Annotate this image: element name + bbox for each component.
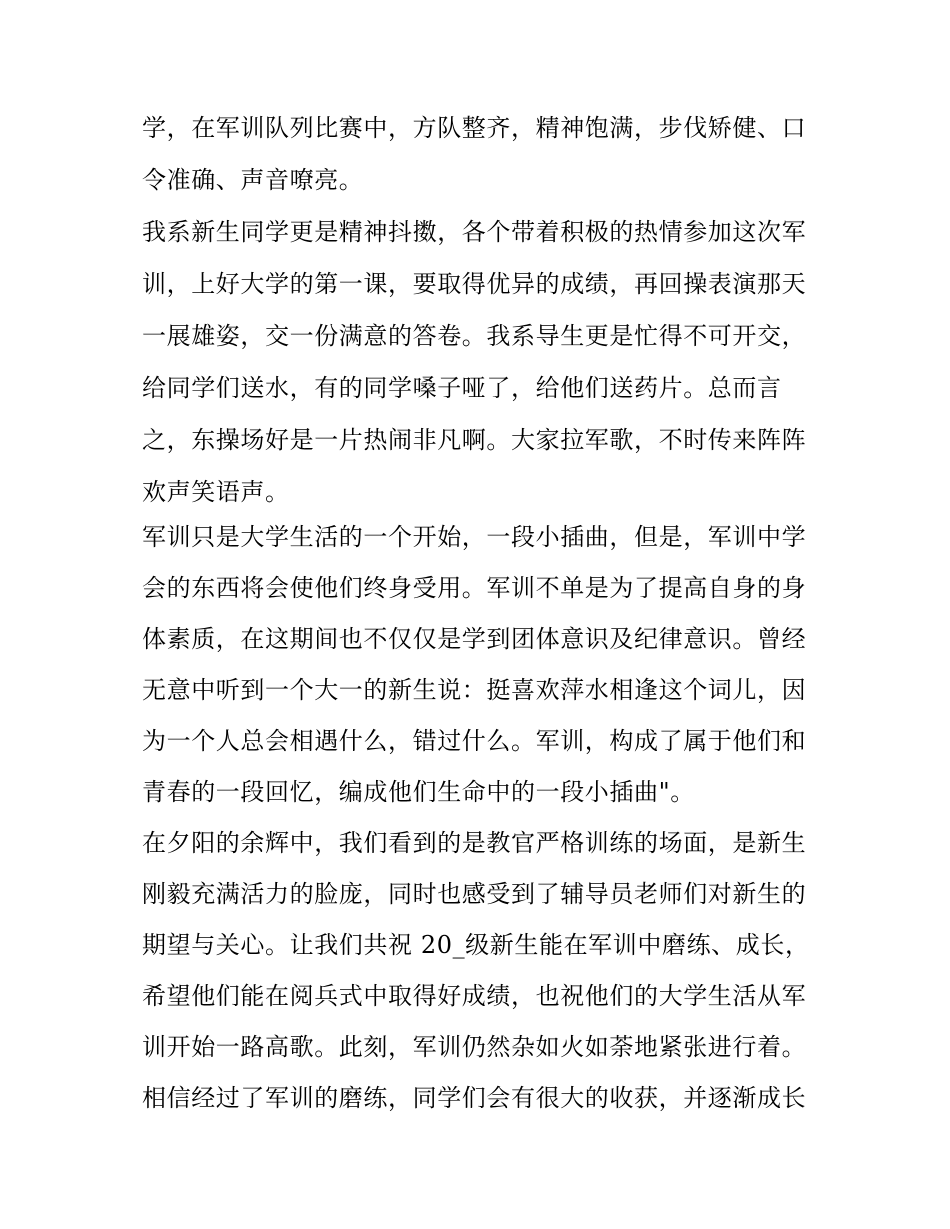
text-line: 军训只是大学生活的一个开始，一段小插曲，但是，军训中学 — [142, 523, 807, 551]
text-line: 体素质，在这期间也不仅仅是学到团体意识及纪律意识。曾经 — [142, 625, 807, 653]
text-line: 为一个人总会相遇什么，错过什么。军训，构成了属于他们和 — [142, 727, 807, 755]
text-line: 在夕阳的余辉中，我们看到的是教官严格训练的场面，是新生 — [142, 829, 807, 857]
text-line: 训，上好大学的第一课，要取得优异的成绩，再回操表演那天 — [142, 270, 807, 298]
text-line: 之，东操场好是一片热闹非凡啊。大家拉军歌，不时传来阵阵 — [142, 426, 807, 454]
text-line: 欢声笑语声。 — [142, 478, 290, 506]
text-line: 青春的一段回忆，编成他们生命中的一段小插曲"。 — [142, 778, 695, 806]
text-line: 刚毅充满活力的脸庞，同时也感受到了辅导员老师们对新生的 — [142, 880, 807, 908]
text-line: 相信经过了军训的磨练，同学们会有很大的收获，并逐渐成长 — [142, 1084, 807, 1112]
text-line: 学，在军训队列比赛中，方队整齐，精神饱满，步伐矫健、口 — [142, 114, 807, 142]
text-line: 给同学们送水，有的同学嗓子哑了，给他们送药片。总而言 — [142, 374, 782, 402]
text-line: 希望他们能在阅兵式中取得好成绩，也祝他们的大学生活从军 — [142, 982, 807, 1010]
text-line: 一展雄姿，交一份满意的答卷。我系导生更是忙得不可开交， — [142, 322, 807, 350]
text-line: 令准确、声音嘹亮。 — [142, 166, 364, 194]
text-line: 期望与关心。让我们共祝 20_级新生能在军训中磨练、成长， — [142, 931, 810, 959]
text-line: 无意中听到一个大一的新生说：挺喜欢萍水相逢这个词儿，因 — [142, 676, 807, 704]
text-line: 会的东西将会使他们终身受用。军训不单是为了提高自身的身 — [142, 574, 807, 602]
text-line: 训开始一路高歌。此刻，军训仍然杂如火如荼地紧张进行着。 — [142, 1033, 807, 1061]
text-line: 我系新生同学更是精神抖擞，各个带着积极的热情参加这次军 — [142, 218, 807, 246]
